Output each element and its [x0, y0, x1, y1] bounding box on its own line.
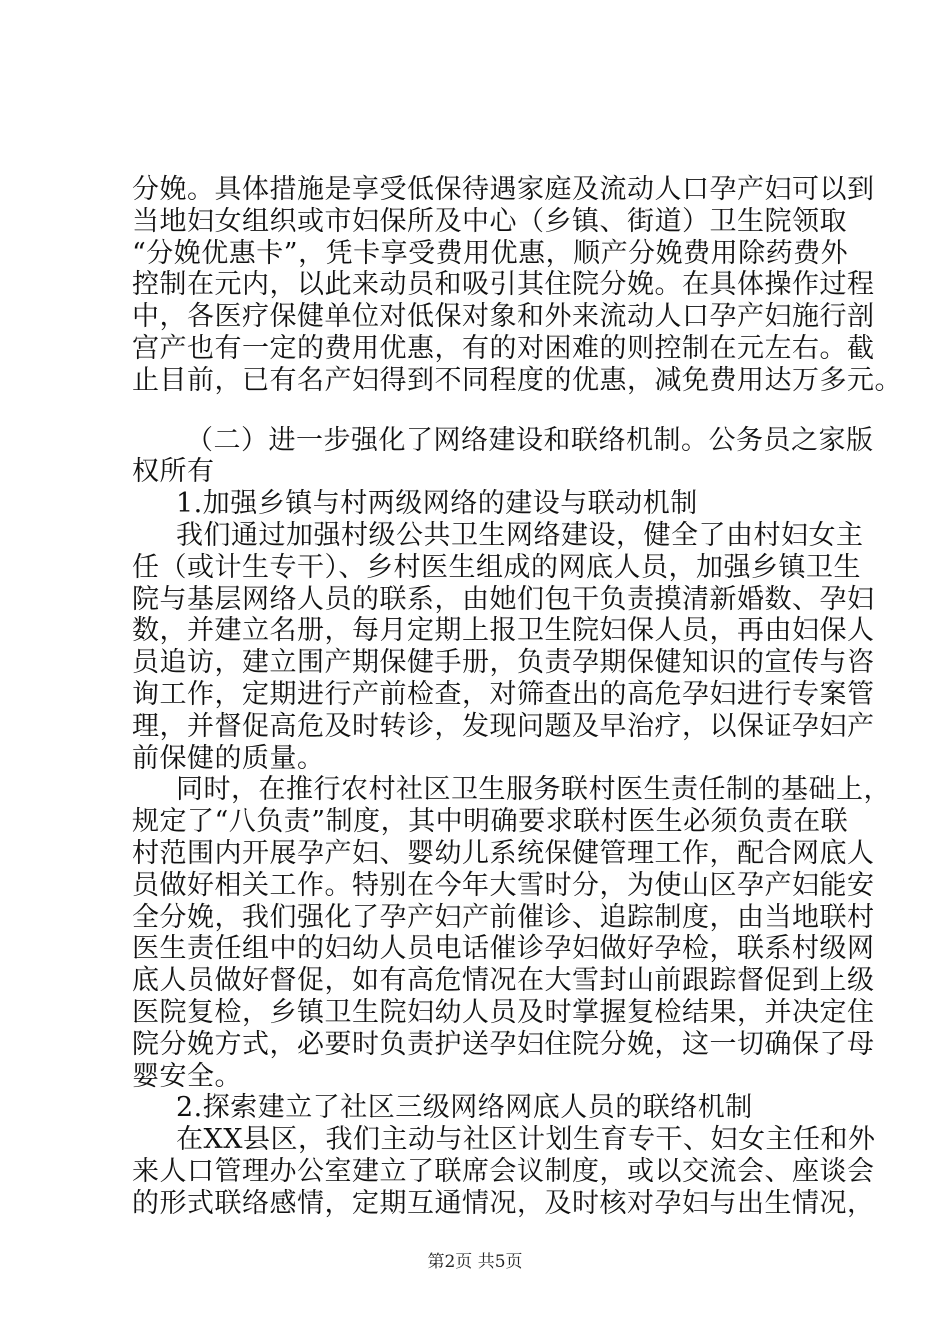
- body-text-line: 在XX县区，我们主动与社区计划生育专干、妇女主任和外: [176, 1124, 876, 1155]
- body-text-line: 任（或计生专干）、乡村医生组成的网底人员，加强乡镇卫生: [132, 552, 861, 583]
- body-text-line: 的形式联络感情，定期互通情况，及时核对孕妇与出生情况，: [132, 1188, 875, 1219]
- body-text-line: 员做好相关工作。特别在今年大雪时分，为使山区孕产妇能安: [132, 870, 875, 901]
- body-text-line: 院与基层网络人员的联系，由她们包干负责摸清新婚数、孕妇: [132, 584, 875, 615]
- body-text-line: 员追访，建立围产期保健手册，负责孕期保健知识的宣传与咨: [132, 647, 875, 678]
- section-heading: （二）进一步强化了网络建设和联络机制。公务员之家版: [186, 425, 874, 456]
- body-text-line: 分娩。具体措施是享受低保待遇家庭及流动人口孕产妇可以到: [132, 174, 875, 205]
- body-text-line: 数，并建立名册，每月定期上报卫生院妇保人员，再由妇保人: [132, 615, 875, 646]
- body-text-line: 医生责任组中的妇幼人员电话催诊孕妇做好孕检，联系村级网: [132, 933, 875, 964]
- body-text-line: 医院复检，乡镇卫生院妇幼人员及时掌握复检结果，并决定住: [132, 997, 875, 1028]
- subsection-title: 2.探索建立了社区三级网络网底人员的联络机制: [176, 1092, 753, 1123]
- body-text-line: 宫产也有一定的费用优惠，有的对困难的则控制在元左右。截: [132, 333, 875, 364]
- body-text-line: 同时，在推行农村社区卫生服务联村医生责任制的基础上，: [176, 774, 891, 805]
- body-text-line: 控制在元内，以此来动员和吸引其住院分娩。在具体操作过程: [132, 269, 875, 300]
- body-text-line: 村范围内开展孕产妇、婴幼儿系统保健管理工作，配合网底人: [132, 838, 875, 869]
- body-text-line: “分娩优惠卡”，凭卡享受费用优惠，顺产分娩费用除药费外: [132, 238, 849, 269]
- body-text-line: 底人员做好督促，如有高危情况在大雪封山前跟踪督促到上级: [132, 965, 875, 996]
- body-text-line: 理，并督促高危及时转诊，发现问题及早治疗，以保证孕妇产: [132, 711, 875, 742]
- body-text-line: 中，各医疗保健单位对低保对象和外来流动人口孕产妇施行剖: [132, 301, 875, 332]
- body-text-line: 询工作，定期进行产前检查，对筛查出的高危孕妇进行专案管: [132, 679, 875, 710]
- subsection-title: 1.加强乡镇与村两级网络的建设与联动机制: [176, 488, 698, 519]
- body-text-line: 院分娩方式，必要时负责护送孕妇住院分娩，这一切确保了母: [132, 1029, 875, 1060]
- body-text-line: 前保健的质量。: [132, 743, 325, 774]
- body-text-line: 我们通过加强村级公共卫生网络建设，健全了由村妇女主: [176, 520, 864, 551]
- body-text-line: 止目前，已有名产妇得到不同程度的优惠，减免费用达万多元。: [132, 365, 902, 396]
- body-text-line: 全分娩，我们强化了孕产妇产前催诊、追踪制度，由当地联村: [132, 902, 875, 933]
- body-text-line: 规定了“八负责”制度，其中明确要求联村医生必须负责在联: [132, 806, 849, 837]
- page-footer: 第2页 共5页: [427, 1252, 523, 1272]
- body-text-line: 来人口管理办公室建立了联席会议制度，或以交流会、座谈会: [132, 1156, 875, 1187]
- body-text-line: 当地妇女组织或市妇保所及中心（乡镇、街道）卫生院领取: [132, 206, 847, 237]
- body-text-line: 婴安全。: [132, 1061, 242, 1092]
- section-heading: 权所有: [132, 456, 215, 487]
